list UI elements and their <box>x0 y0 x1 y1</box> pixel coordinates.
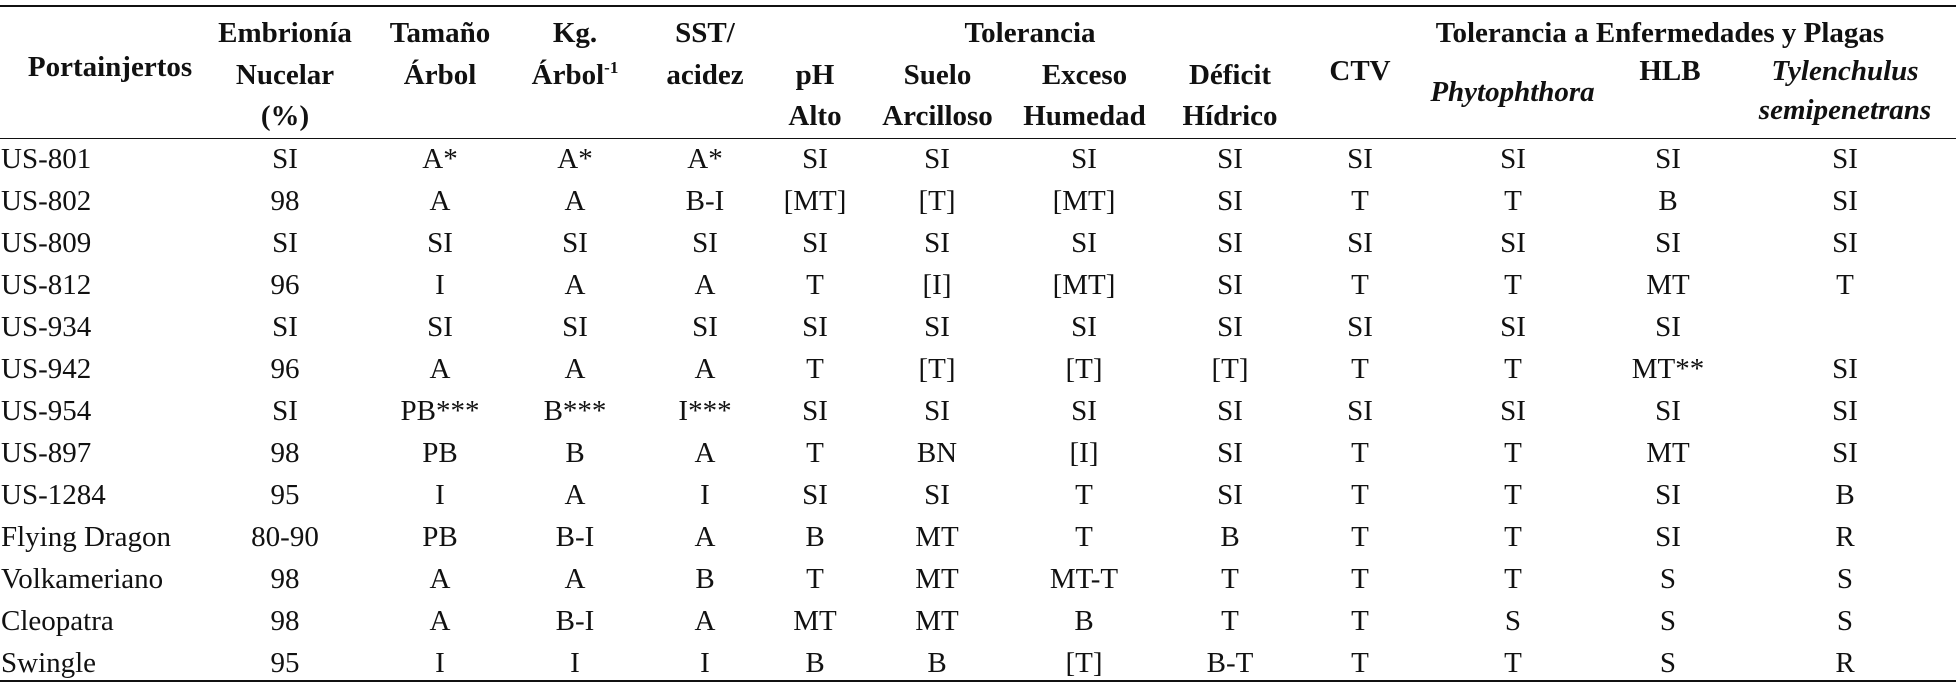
table-cell: 98 <box>270 605 300 637</box>
table-cell: A* <box>687 143 723 175</box>
table-cell: SI <box>272 311 298 343</box>
table-cell: T <box>1351 437 1369 469</box>
rootstock-name: US-897 <box>1 437 92 469</box>
table-cell: 96 <box>270 353 300 385</box>
table-cell: [MT] <box>1052 269 1116 301</box>
table-cell: SI <box>1500 143 1526 175</box>
table-cell: T <box>1351 269 1369 301</box>
table-cell: SI <box>802 227 828 259</box>
table-cell: T <box>1504 269 1522 301</box>
table-cell: S <box>1659 605 1677 637</box>
table-cell: SI <box>1071 143 1097 175</box>
table-cell: [I] <box>1069 437 1099 469</box>
table-cell: T <box>806 269 824 301</box>
table-cell: SI <box>1217 311 1243 343</box>
table-cell: SI <box>1217 395 1243 427</box>
table-row <box>0 642 1956 684</box>
table-cell: B <box>927 647 947 679</box>
table-cell: SI <box>1347 395 1373 427</box>
header-tamano-l1: Tamaño <box>389 17 491 49</box>
table-cell: SI <box>1347 227 1373 259</box>
table-cell: 98 <box>270 437 300 469</box>
table-cell: SI <box>1655 143 1681 175</box>
header-sst-l1: SST/ <box>675 17 735 49</box>
rootstock-name: US-954 <box>1 395 92 427</box>
table-cell: I <box>435 479 445 511</box>
header-kg-l2 <box>515 56 635 94</box>
table-cell: SI <box>1217 143 1243 175</box>
table-cell: SI <box>802 311 828 343</box>
table-cell: I <box>435 647 445 679</box>
table-cell: T <box>1221 563 1239 595</box>
table-cell: BN <box>916 437 958 469</box>
table-cell: 95 <box>270 647 300 679</box>
table-cell: SI <box>692 227 718 259</box>
header-kg-text: Árbol <box>531 59 605 91</box>
table-row <box>0 348 1956 390</box>
table-cell: 98 <box>270 563 300 595</box>
table-cell: T <box>1504 563 1522 595</box>
table-row <box>0 306 1956 348</box>
table-cell: [T] <box>1065 353 1103 385</box>
header-sst-l2: acidez <box>666 59 744 91</box>
table-row <box>0 390 1956 432</box>
table-cell: SI <box>1655 227 1681 259</box>
table-cell: I <box>700 647 710 679</box>
table-cell: SI <box>924 227 950 259</box>
table-row <box>0 432 1956 474</box>
table-cell: SI <box>924 143 950 175</box>
header-kg-l1: Kg. <box>552 17 598 49</box>
table-cell: A <box>429 185 451 217</box>
table-cell <box>1745 306 1945 348</box>
table-cell: PB*** <box>400 395 480 427</box>
table-cell: MT <box>793 605 837 637</box>
header-enfermedades-group: Tolerancia a Enfermedades y Plagas <box>1435 17 1885 49</box>
table-cell: SI <box>1071 227 1097 259</box>
table-cell: T <box>1351 479 1369 511</box>
table-cell: MT <box>1646 269 1690 301</box>
table-cell: S <box>1659 563 1677 595</box>
table-cell: SI <box>427 227 453 259</box>
header-suelo-l1: Suelo <box>903 59 972 91</box>
header-embrionia-l2: Nucelar <box>235 59 335 91</box>
table-cell: A* <box>557 143 593 175</box>
table-row <box>0 558 1956 600</box>
table-cell: PB <box>422 437 458 469</box>
table-row <box>0 138 1956 180</box>
table-cell: T <box>806 437 824 469</box>
table-cell: PB <box>422 521 458 553</box>
table-cell: A <box>429 353 451 385</box>
table-cell: A <box>694 521 716 553</box>
header-tamano-l2: Árbol <box>403 59 477 91</box>
table-cell: MT** <box>1631 353 1705 385</box>
table-cell: T <box>1075 479 1093 511</box>
table-cell: I <box>435 269 445 301</box>
header-tylenchulus-l2: semipenetrans <box>1758 94 1932 126</box>
table-cell: MT-T <box>1049 563 1119 595</box>
table-cell: [T] <box>918 185 956 217</box>
table-cell: T <box>1504 521 1522 553</box>
table-cell: SI <box>1071 311 1097 343</box>
table-cell: SI <box>924 479 950 511</box>
header-hlb: HLB <box>1639 55 1701 87</box>
header-kg-sup: -1 <box>604 58 619 77</box>
table-cell: SI <box>1217 185 1243 217</box>
table-cell: SI <box>1655 479 1681 511</box>
table-cell: B <box>1658 185 1678 217</box>
table-cell: SI <box>427 311 453 343</box>
table-cell: SI <box>1347 311 1373 343</box>
table-cell: B <box>805 647 825 679</box>
table-cell: SI <box>1071 395 1097 427</box>
rootstock-name: US-934 <box>1 311 92 343</box>
rootstock-name: Swingle <box>1 647 97 679</box>
table-cell: [I] <box>922 269 952 301</box>
table-cell: I*** <box>678 395 732 427</box>
table-cell: B <box>1074 605 1094 637</box>
table-cell: [T] <box>1211 353 1249 385</box>
table-row <box>0 222 1956 264</box>
table-cell: S <box>1504 605 1522 637</box>
header-exceso-l1: Exceso <box>1041 59 1128 91</box>
table-cell: T <box>1504 185 1522 217</box>
header-tolerancia-group: Tolerancia <box>964 17 1096 49</box>
table-cell: A <box>694 269 716 301</box>
table-cell: SI <box>924 395 950 427</box>
header-ph-l1: pH <box>795 59 835 91</box>
table-cell: B-I <box>555 605 595 637</box>
table-cell: SI <box>1655 521 1681 553</box>
table-cell: SI <box>1500 227 1526 259</box>
table-cell: B <box>805 521 825 553</box>
table-cell: SI <box>1832 227 1858 259</box>
table-cell: SI <box>1217 269 1243 301</box>
table-cell: SI <box>1217 227 1243 259</box>
table-row <box>0 600 1956 642</box>
table-cell: I <box>700 479 710 511</box>
rootstock-name: US-801 <box>1 143 92 175</box>
rootstock-name: Cleopatra <box>1 605 114 637</box>
table-cell: SI <box>1655 395 1681 427</box>
table-cell: R <box>1835 521 1855 553</box>
header-embrionia-l1: Embrionía <box>218 17 352 49</box>
table-cell: B <box>1835 479 1855 511</box>
table-cell: S <box>1836 563 1854 595</box>
table-cell: B-I <box>685 185 725 217</box>
header-suelo-l2: Arcilloso <box>882 100 993 132</box>
header-deficit-l1: Déficit <box>1188 59 1272 91</box>
table-cell: SI <box>562 311 588 343</box>
table-cell: SI <box>1655 311 1681 343</box>
rootstock-name: US-809 <box>1 227 92 259</box>
table-row <box>0 474 1956 516</box>
table-cell: B <box>695 563 715 595</box>
table-cell: MT <box>915 521 959 553</box>
table-cell: T <box>1351 185 1369 217</box>
table-cell: SI <box>1217 479 1243 511</box>
table-top-rule <box>0 5 1956 7</box>
table-cell: A <box>429 563 451 595</box>
table-cell: [T] <box>1065 647 1103 679</box>
header-tylenchulus-l1: Tylenchulus <box>1771 55 1919 87</box>
table-cell: R <box>1835 647 1855 679</box>
table-cell: T <box>1351 521 1369 553</box>
header-portainjertos: Portainjertos <box>27 51 193 83</box>
header-ph-l2: Alto <box>788 100 842 132</box>
table-cell: T <box>1504 647 1522 679</box>
table-cell: SI <box>272 143 298 175</box>
table-cell: S <box>1836 605 1854 637</box>
table-cell: T <box>1351 605 1369 637</box>
table-cell: SI <box>562 227 588 259</box>
table-cell: A <box>564 185 586 217</box>
header-exceso-l2: Humedad <box>1023 100 1146 132</box>
table-cell: T <box>1221 605 1239 637</box>
table-cell: T <box>1504 479 1522 511</box>
table-cell: SI <box>1500 311 1526 343</box>
table-cell: 96 <box>270 269 300 301</box>
table-cell: SI <box>1347 143 1373 175</box>
rootstock-name: US-812 <box>1 269 92 301</box>
table-cell: T <box>1836 269 1854 301</box>
table-cell: 95 <box>270 479 300 511</box>
table-cell: SI <box>802 143 828 175</box>
header-ctv: CTV <box>1329 55 1391 87</box>
table-cell: SI <box>692 311 718 343</box>
table-cell: A <box>694 353 716 385</box>
table-cell: A* <box>422 143 458 175</box>
table-cell: A <box>429 605 451 637</box>
table-cell: [MT] <box>1052 185 1116 217</box>
table-cell: A <box>564 269 586 301</box>
table-cell: T <box>1504 437 1522 469</box>
table-cell: SI <box>924 311 950 343</box>
table-cell: B <box>1220 521 1240 553</box>
table-cell: MT <box>915 605 959 637</box>
table-cell: SI <box>802 479 828 511</box>
table-cell: [MT] <box>783 185 847 217</box>
rootstock-name: US-942 <box>1 353 92 385</box>
table-cell: [T] <box>918 353 956 385</box>
table-row <box>0 180 1956 222</box>
table-cell: A <box>564 479 586 511</box>
table-row <box>0 516 1956 558</box>
header-phytophthora: Phytophthora <box>1430 76 1595 108</box>
rootstock-name: US-802 <box>1 185 92 217</box>
table-cell: T <box>806 353 824 385</box>
table-cell: SI <box>272 395 298 427</box>
table-cell: T <box>1075 521 1093 553</box>
table-bottom-rule <box>0 680 1956 682</box>
table-cell: SI <box>1832 143 1858 175</box>
table-cell: 98 <box>270 185 300 217</box>
table-cell: B*** <box>543 395 607 427</box>
table-cell: T <box>1351 563 1369 595</box>
table-cell: B <box>565 437 585 469</box>
table-cell: SI <box>1832 353 1858 385</box>
table-cell: A <box>694 605 716 637</box>
header-embrionia-l3: (%) <box>260 100 310 132</box>
table-cell: 80-90 <box>251 521 319 553</box>
table-cell: SI <box>1217 437 1243 469</box>
table-cell: B-T <box>1206 647 1254 679</box>
rootstock-name: Flying Dragon <box>1 521 171 553</box>
table-cell: T <box>1351 647 1369 679</box>
table-cell: T <box>1504 353 1522 385</box>
table-cell: A <box>694 437 716 469</box>
table-cell: SI <box>1832 185 1858 217</box>
table-cell: SI <box>1832 437 1858 469</box>
table-cell: SI <box>1832 395 1858 427</box>
table-cell: S <box>1659 647 1677 679</box>
rootstock-name: Volkameriano <box>1 563 164 595</box>
table-cell: MT <box>915 563 959 595</box>
table-cell: MT <box>1646 437 1690 469</box>
header-deficit-l2: Hídrico <box>1182 100 1278 132</box>
rootstock-name: US-1284 <box>1 479 106 511</box>
table-cell: T <box>806 563 824 595</box>
table-cell: SI <box>802 395 828 427</box>
table-cell: SI <box>272 227 298 259</box>
table-cell: A <box>564 563 586 595</box>
table-cell: B-I <box>555 521 595 553</box>
table-cell: I <box>570 647 580 679</box>
table-cell: SI <box>1500 395 1526 427</box>
table-row <box>0 264 1956 306</box>
table-cell: A <box>564 353 586 385</box>
table-cell: T <box>1351 353 1369 385</box>
